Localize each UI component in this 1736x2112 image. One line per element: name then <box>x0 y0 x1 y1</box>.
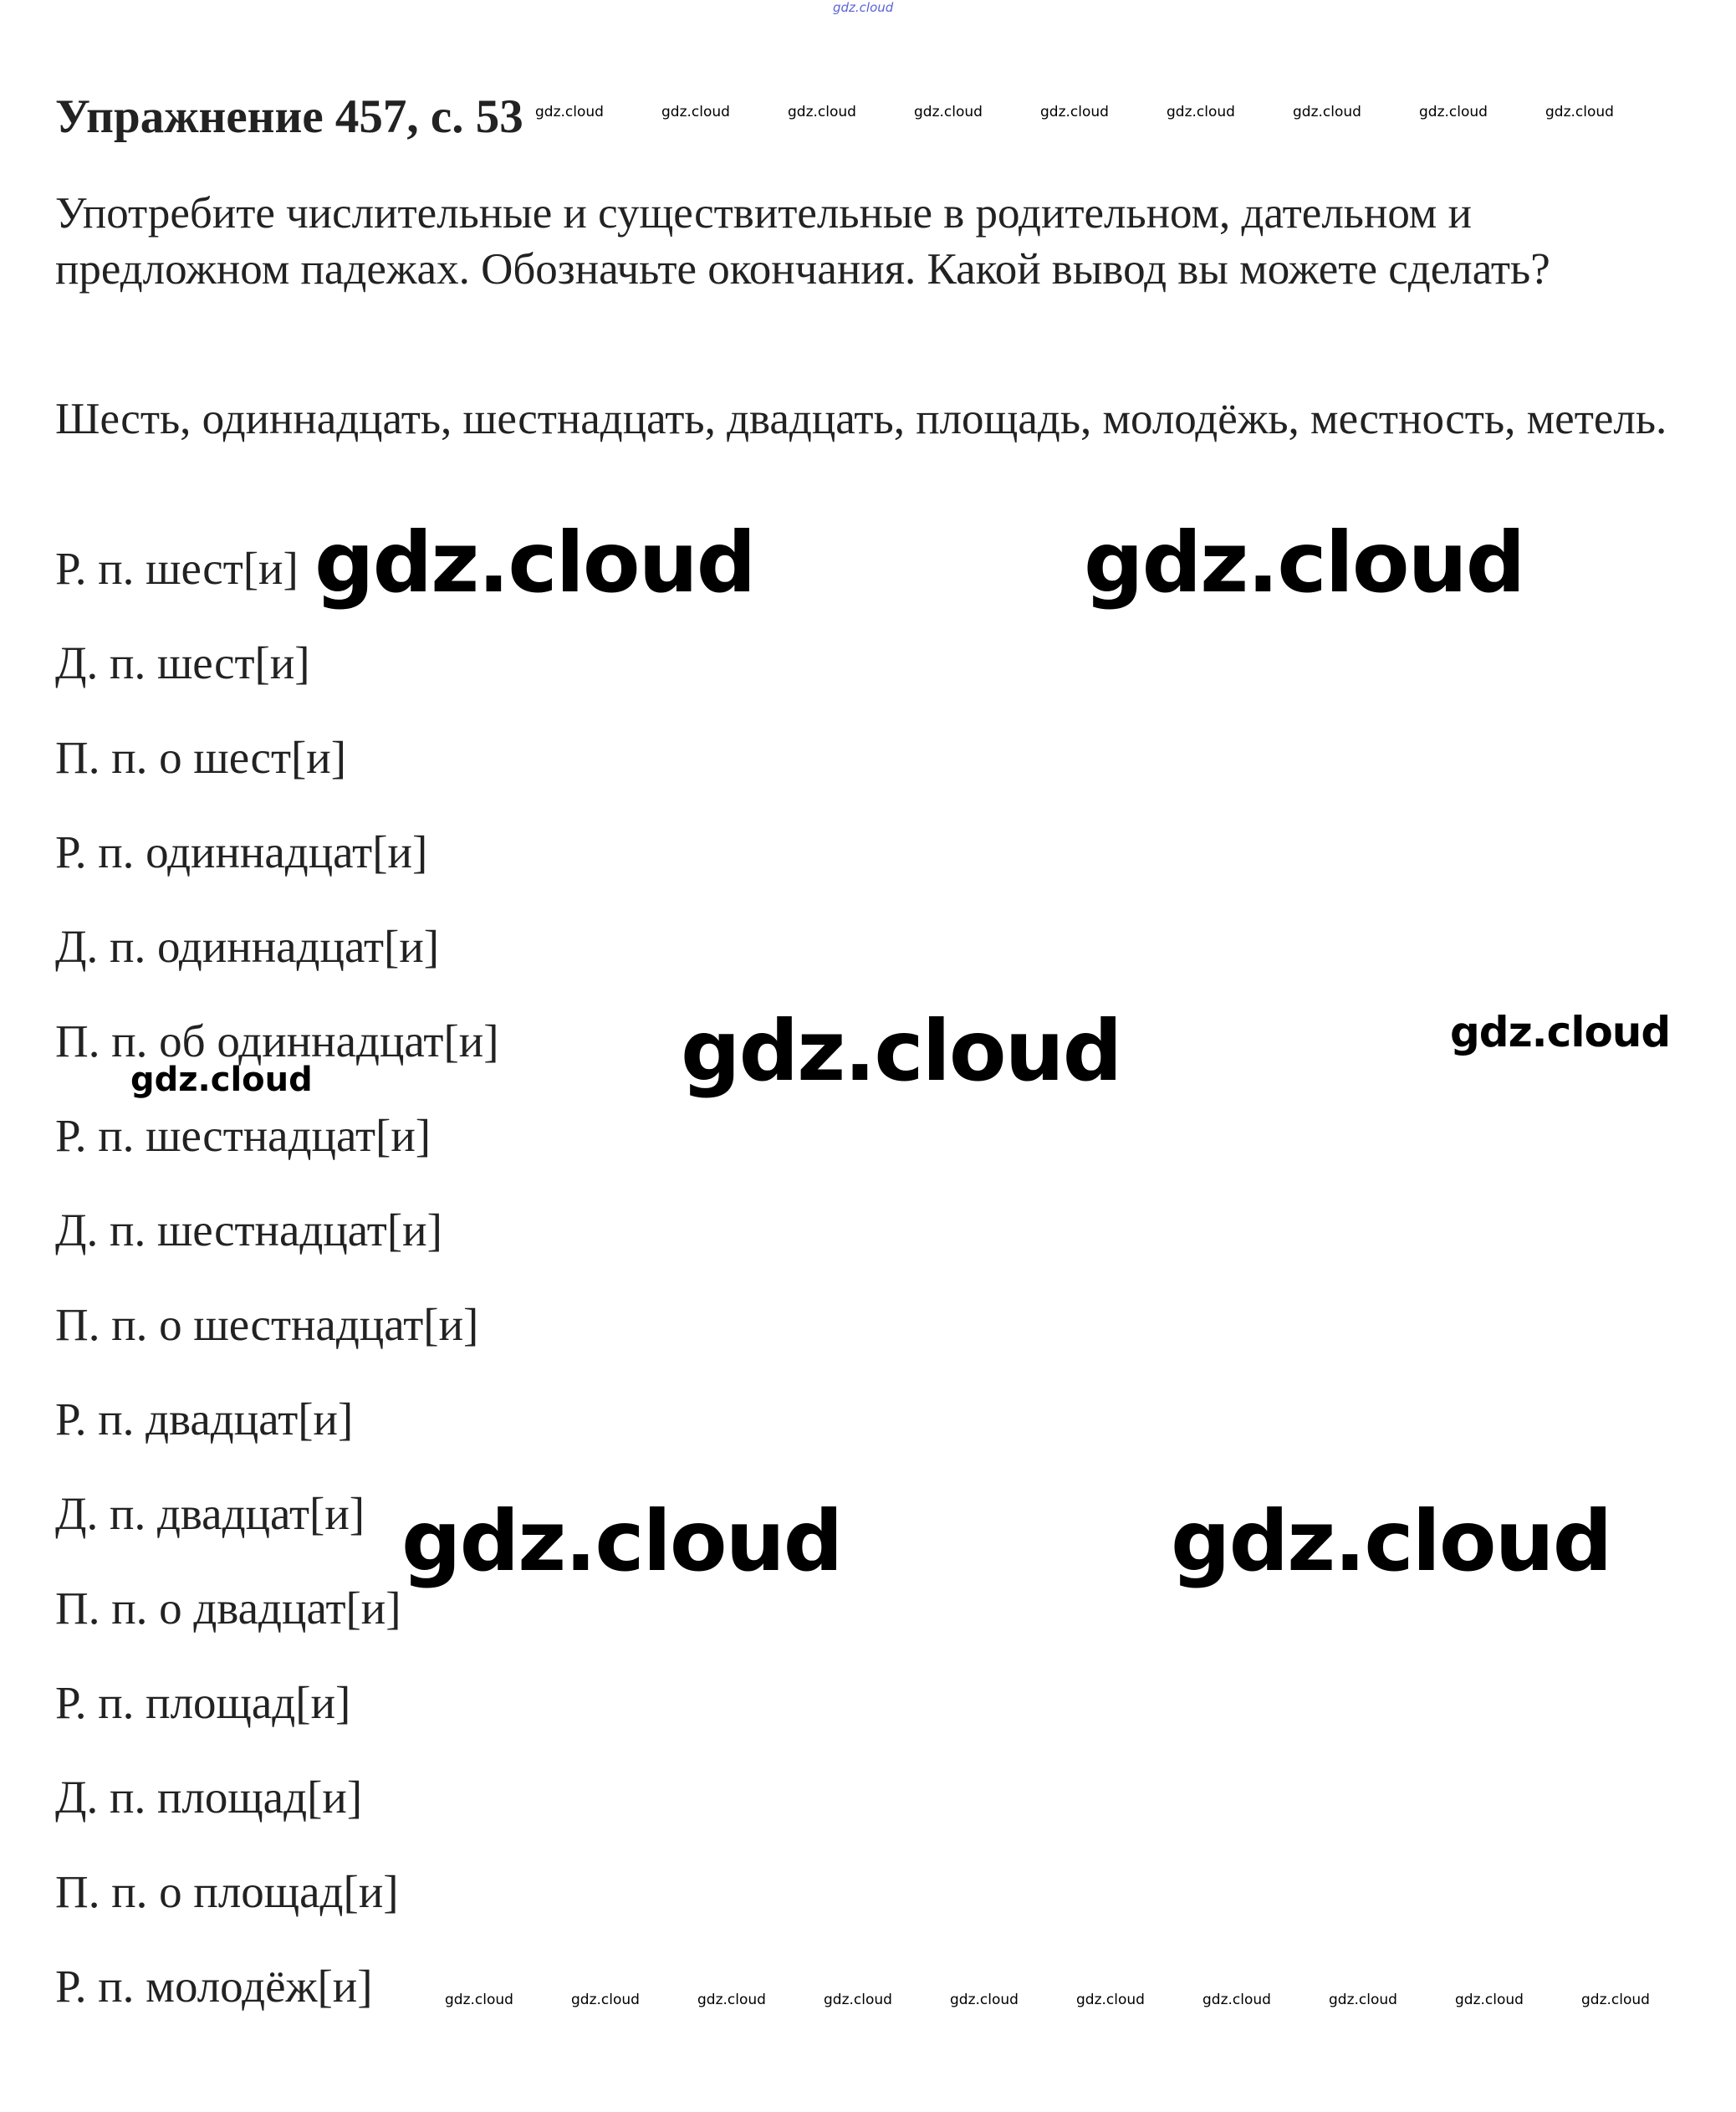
watermark-top: gdz.cloud <box>833 0 894 15</box>
watermark-large: gdz.cloud <box>1171 1492 1611 1590</box>
watermark-row-top: gdz.cloud <box>1167 104 1235 120</box>
watermark-row-bottom: gdz.cloud <box>950 1992 1019 2008</box>
watermark-large: gdz.cloud <box>314 514 755 611</box>
watermark-row-top: gdz.cloud <box>661 104 730 120</box>
watermark-medium: gdz.cloud <box>1450 1008 1671 1056</box>
answer-line: Д. п. площад[и] <box>55 1772 363 1823</box>
answer-list <box>55 540 499 2053</box>
watermark-row-bottom: gdz.cloud <box>697 1992 766 2008</box>
answer-line: Д. п. одиннадцат[и] <box>55 921 440 972</box>
task-text: Употребите числительные и существительные в родительном, дательном и предложном падежах. Обозначьте окончания. Какой вывод вы можете сделать? <box>55 189 1550 294</box>
watermark-row-bottom: gdz.cloud <box>1455 1992 1524 2008</box>
watermark-row-bottom: gdz.cloud <box>571 1992 640 2008</box>
watermark-row-top: gdz.cloud <box>535 104 604 120</box>
watermark-medium: gdz.cloud <box>130 1061 313 1099</box>
watermark-row-bottom: gdz.cloud <box>1581 1992 1650 2008</box>
watermark-row-bottom: gdz.cloud <box>1329 1992 1397 2008</box>
answer-line: П. п. об одиннадцат[и] <box>55 1015 499 1066</box>
page-title: Упражнение 457, с. 53 <box>55 90 523 143</box>
watermark-row-bottom: gdz.cloud <box>445 1992 513 2008</box>
watermark-row-top: gdz.cloud <box>914 104 983 120</box>
watermark-large: gdz.cloud <box>681 1002 1121 1100</box>
answer-line: Р. п. шестнадцат[и] <box>55 1110 431 1161</box>
watermark-row-bottom: gdz.cloud <box>1076 1992 1145 2008</box>
watermark-large: gdz.cloud <box>1084 514 1524 611</box>
answer-line: Р. п. одиннадцат[и] <box>55 826 428 877</box>
answer-line: П. п. о шест[и] <box>55 732 347 783</box>
answer-line: Д. п. двадцат[и] <box>55 1488 365 1539</box>
watermark-row-top: gdz.cloud <box>1419 104 1488 120</box>
watermark-row-top: gdz.cloud <box>1293 104 1361 120</box>
answer-line: П. п. о площад[и] <box>55 1866 399 1917</box>
answer-line: Д. п. шестнадцат[и] <box>55 1204 442 1255</box>
watermark-row-top: gdz.cloud <box>788 104 856 120</box>
answer-line: Р. п. шест[и] <box>55 543 299 594</box>
answer-line: Р. п. молодёж[и] <box>55 1961 373 2012</box>
word-list: Шесть, одиннадцать, шестнадцать, двадцать, площадь, молодёжь, местность, метель. <box>55 395 1667 443</box>
watermark-large: gdz.cloud <box>401 1492 842 1590</box>
watermark-row-bottom: gdz.cloud <box>1202 1992 1271 2008</box>
watermark-row-bottom: gdz.cloud <box>824 1992 892 2008</box>
answer-line: Р. п. площад[и] <box>55 1677 351 1728</box>
answer-line: П. п. о двадцат[и] <box>55 1583 401 1634</box>
watermark-row-top: gdz.cloud <box>1040 104 1109 120</box>
watermark-row-top: gdz.cloud <box>1545 104 1614 120</box>
answer-line: П. п. о шестнадцат[и] <box>55 1299 479 1350</box>
answer-line: Д. п. шест[и] <box>55 637 310 688</box>
answer-line: Р. п. двадцат[и] <box>55 1394 354 1445</box>
